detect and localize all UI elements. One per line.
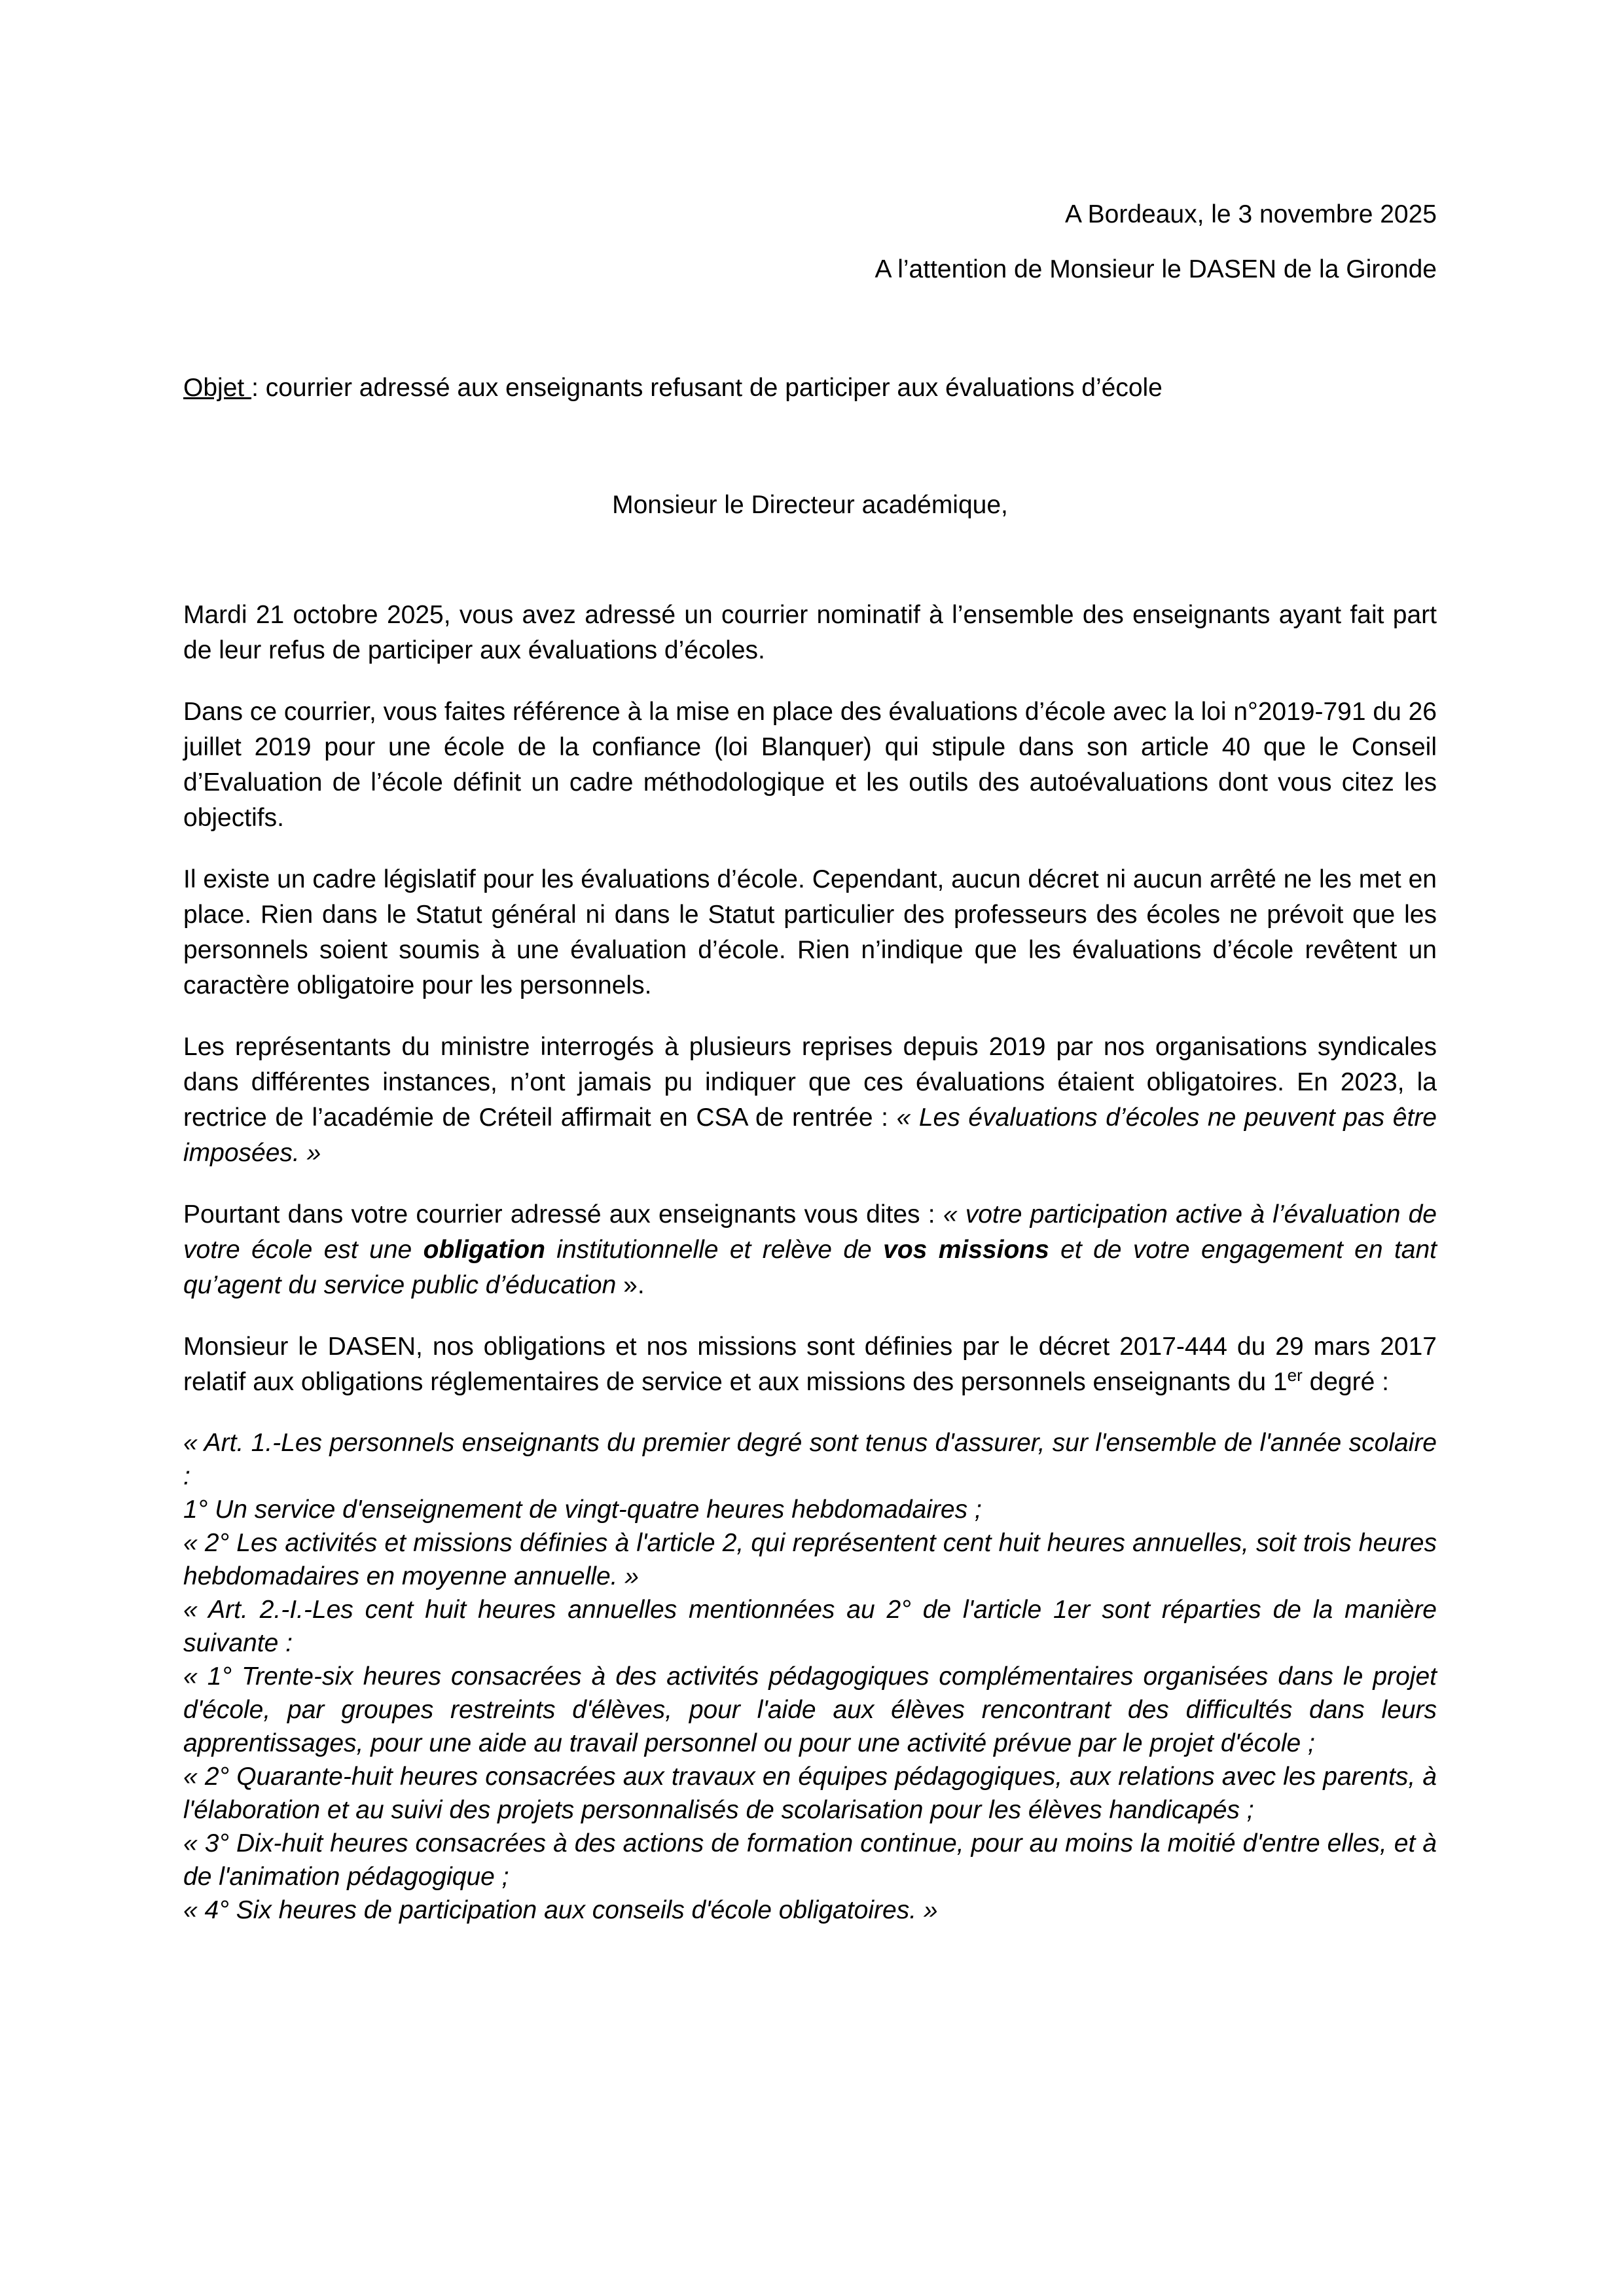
para-pourtant-courrier xyxy=(183,1197,1437,1303)
text-run: « votre participation active à l’évaluation de votre école est une xyxy=(183,1200,1437,1264)
text-run: « 1° Trente-six heures consacrées à des activités pédagogiques complémentaires organisées dans le projet d'école, par groupes restreints d'élèves, pour l'aide aux élèves rencontrant des difficultés dans leurs apprentissages, pour une aide au travail personnel ou pour une activité prévue par le projet d'école ; xyxy=(183,1662,1437,1757)
quote-art2-1 xyxy=(183,1660,1437,1760)
text-run: obligation xyxy=(423,1236,545,1264)
text-run: « Art. 1.-Les personnels enseignants du premier degré sont tenus d'assurer, sur l'ensemble de l'année scolaire : xyxy=(183,1429,1437,1490)
text-run: ». xyxy=(616,1271,645,1299)
quote-art2-2 xyxy=(183,1760,1437,1827)
quote-art1-2 xyxy=(183,1526,1437,1593)
text-run: « 3° Dix-huit heures consacrées à des actions de formation continue, pour au moins la moitié d'entre elles, et à de l'animation pédagogique ; xyxy=(183,1829,1437,1891)
quote-art1 xyxy=(183,1426,1437,1493)
text-run: et de votre engagement en tant qu’agent du service public d’éducation xyxy=(183,1236,1437,1299)
text-run: « Art. 2.-I.-Les cent huit heures annuelles mentionnées au 2° de l'article 1er sont réparties de la manière suivante : xyxy=(183,1596,1437,1657)
para-decret-2017-444 xyxy=(183,1329,1437,1400)
para-loi-blanquer xyxy=(183,694,1437,836)
text-run: Mardi 21 octobre 2025, vous avez adressé un courrier nominatif à l’ensemble des enseignants ayant fait part de leur refus de participer aux évaluations d’écoles. xyxy=(183,601,1437,664)
text-run: Monsieur le DASEN, nos obligations et nos missions sont définies par le décret 2017-444 du 29 mars 2017 relatif aux obligations réglementaires de service et aux missions des personnels enseignants du 1 xyxy=(183,1333,1437,1396)
text-run: vos missions xyxy=(883,1236,1049,1264)
quote-art2 xyxy=(183,1593,1437,1660)
para-representants-ministre xyxy=(183,1030,1437,1171)
text-run: « 2° Quarante-huit heures consacrées aux travaux en équipes pédagogiques, aux relations avec les parents, à l'élaboration et au suivi des projets personnalisés de scolarisation pour les élèves handicapés ; xyxy=(183,1763,1437,1824)
text-run: Dans ce courrier, vous faites référence à la mise en place des évaluations d’école avec la loi n°2019-791 du 26 juillet 2019 pour une école de la confiance (loi Blanquer) qui stipule dans son article 40 que le Conseil d’Evaluation de l’école définit un cadre méthodologique et les outils des autoévaluations dont vous citez les objectifs. xyxy=(183,698,1437,832)
text-run: « Les évaluations d’écoles ne peuvent pas être imposées. » xyxy=(183,1103,1437,1167)
text-run: « 4° Six heures de participation aux conseils d'école obligatoires. » xyxy=(183,1896,938,1924)
subject-line xyxy=(183,370,1437,406)
salutation: Monsieur le Directeur académique, xyxy=(612,491,1008,519)
quote-art2-3 xyxy=(183,1827,1437,1893)
text-run: institutionnelle et relève de xyxy=(545,1236,884,1264)
text-run: Pourtant dans votre courrier adressé aux enseignants vous dites : xyxy=(183,1200,943,1229)
text-run: degré : xyxy=(1302,1368,1390,1396)
para-cadre-legislatif xyxy=(183,862,1437,1003)
date-line: A Bordeaux, le 3 novembre 2025 xyxy=(1064,200,1437,228)
text-run: Les représentants du ministre interrogés à plusieurs reprises depuis 2019 par nos organisations syndicales dans différentes instances, n’ont jamais pu indiquer que ces évaluations étaient obligatoires. En 2023, la rectrice de l’académie de Créteil affirmait en CSA de rentrée : xyxy=(183,1033,1437,1132)
quote-art2-4 xyxy=(183,1893,1437,1927)
quote-art1-1 xyxy=(183,1493,1437,1526)
subject-label: Objet xyxy=(183,374,252,402)
text-run: Il existe un cadre législatif pour les évaluations d’école. Cependant, aucun décret ni aucun arrêté ne les met en place. Rien dans le Statut général ni dans le Statut particulier des professeurs des écoles ne prévoit que les personnels soient soumis à une évaluation d’école. Rien n’indique que les évaluations d’école revêtent un caractère obligatoire pour les personnels. xyxy=(183,865,1437,999)
text-run: er xyxy=(1287,1365,1303,1385)
text-run: 1° Un service d'enseignement de vingt-quatre heures hebdomadaires ; xyxy=(183,1496,982,1524)
subject-text: : courrier adressé aux enseignants refusant de participer aux évaluations d’école xyxy=(251,374,1163,402)
para-courrier-nominatif xyxy=(183,598,1437,668)
attention-line: A l’attention de Monsieur le DASEN de la Gironde xyxy=(875,255,1437,283)
text-run: « 2° Les activités et missions définies à l'article 2, qui représentent cent huit heures annuelles, soit trois heures hebdomadaires en moyenne annuelle. » xyxy=(183,1529,1437,1590)
letter-body xyxy=(183,598,1437,1927)
